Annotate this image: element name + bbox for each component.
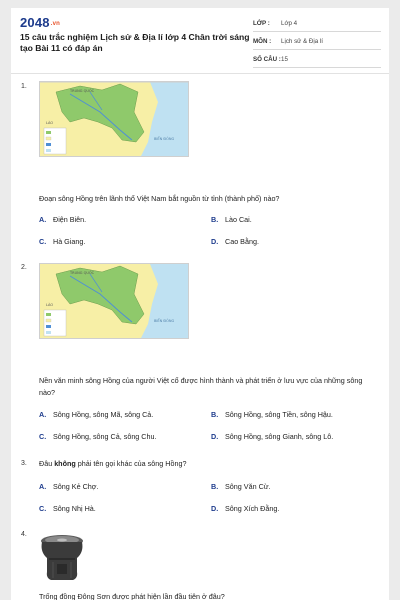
bronze-drum-image [39, 532, 85, 582]
question-3-option-a[interactable]: A. Sông Kẻ Chợ. [39, 482, 99, 491]
question-2-option-b[interactable]: B. Sông Hồng, sông Tiền, sông Hậu. [211, 410, 333, 419]
map-label-sea: BIỂN ĐÔNG [154, 137, 175, 141]
question-2-map [39, 263, 189, 339]
question-1-option-b[interactable]: B. Lào Cai. [211, 215, 252, 224]
map-label-china: TRUNG QUỐC [70, 89, 95, 93]
map-label-sea: BIỂN ĐÔNG [154, 319, 175, 323]
question-4-number: 4. [21, 531, 27, 538]
question-2-text: Nền văn minh sông Hồng của người Việt cổ được hình thành và phát triển ở lưu vực của những sông nào? [39, 376, 363, 397]
question-1-option-a[interactable]: A. Điện Biên. [39, 215, 87, 224]
question-1-option-c[interactable]: C. Hà Giang. [39, 237, 86, 246]
site-logo[interactable]: 2048.vn [20, 15, 61, 30]
document-header [11, 8, 389, 74]
document-page [11, 8, 389, 600]
map-label-laos: LÀO [46, 303, 54, 307]
question-3-option-c[interactable]: C. Sông Nhị Hà. [39, 504, 96, 513]
question-3-text: Đâu không phải tên gọi khác của sông Hồng? [39, 459, 187, 468]
question-2-option-c[interactable]: C. Sông Hồng, sông Cả, sông Chu. [39, 432, 157, 441]
meta-row-subject: MÔN : Lịch sử & Địa lí [253, 34, 381, 50]
question-1-map [39, 81, 189, 157]
map-label-china: TRUNG QUỐC [70, 271, 95, 275]
question-3-number: 3. [21, 460, 27, 467]
question-1-text: Đoạn sông Hồng trên lãnh thổ Việt Nam bắt nguồn từ tỉnh (thành phố) nào? [39, 194, 280, 203]
document-meta [253, 16, 381, 70]
document-title: 15 câu trắc nghiệm Lịch sử & Địa lí lớp 4 Chân trời sáng tạo Bài 11 có đáp án [20, 32, 250, 53]
question-1-number: 1. [21, 83, 27, 90]
question-2-option-d[interactable]: D. Sông Hồng, sông Gianh, sông Lô. [211, 432, 334, 441]
question-2-option-a[interactable]: A. Sông Hồng, sông Mã, sông Cả. [39, 410, 154, 419]
question-4-text: Trống đồng Đông Sơn được phát hiện lần đầu tiên ở đâu? [39, 592, 225, 600]
question-3-option-b[interactable]: B. Sông Văn Cừ. [211, 482, 271, 491]
meta-row-grade: LỚP : Lớp 4 [253, 16, 381, 32]
question-1-option-d[interactable]: D. Cao Bằng. [211, 237, 259, 246]
question-3-option-d[interactable]: D. Sông Xích Đằng. [211, 504, 280, 513]
map-label-laos: LÀO [46, 121, 54, 125]
question-2-number: 2. [21, 264, 27, 271]
meta-row-count: SỐ CÂU : 15 [253, 52, 381, 68]
